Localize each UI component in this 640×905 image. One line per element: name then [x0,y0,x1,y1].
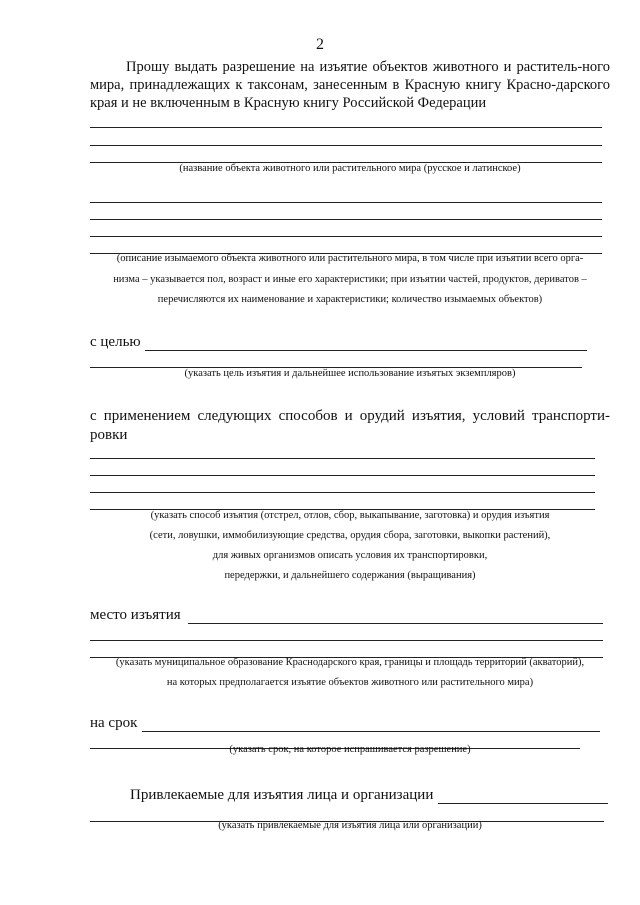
methods-text: с применением следующих способов и орудий изъятия, условий транспорти-ровки [90,408,610,443]
caption-methods-3: для живых организмов описать условия их транспортировки, [212,550,488,561]
caption-methods-1: (указать способ изъятия (отстрел, отлов, сбор, выкапывание, заготовка) и орудия изъятия [150,510,550,521]
place-line-1[interactable] [188,623,603,624]
caption-methods-4: передержки, и дальнейшего содержания (выращивания) [224,570,476,581]
caption-description-2: низма – указывается пол, возраст и иные его характеристики; при изъятии частей, продуктов, дериватов – [113,274,587,285]
label-persons: Привлекаемые для изъятия лица и организации [130,787,434,803]
purpose-line-1[interactable] [145,350,587,351]
page-number: 2 [316,36,324,53]
methods-line-2[interactable] [90,475,595,476]
caption-object-name: (название объекта животного или растительного мира (русское и латинское) [179,163,521,174]
caption-description-1: (описание изымаемого объекта животного или растительного мира, в том числе при изъятии всего орга- [116,253,584,264]
caption-persons: (указать привлекаемые для изъятия лица или организации) [218,820,482,831]
label-term: на срок [90,715,138,731]
term-line-1[interactable] [142,731,600,732]
methods-line-1[interactable] [90,458,595,459]
object-name-line-2[interactable] [90,145,602,146]
label-place: место изъятия [90,607,181,623]
object-name-line-1[interactable] [90,127,602,128]
methods-paragraph [90,407,610,445]
caption-term: (указать срок, на которое испрашивается разрешение) [229,744,471,755]
caption-purpose: (указать цель изъятия и дальнейшее использование изъятых экземпляров) [184,368,516,379]
methods-line-3[interactable] [90,492,595,493]
caption-place-2: на которых предполагается изъятие объектов животного или растительного мира) [166,677,534,688]
intro-paragraph [90,58,610,112]
caption-place-1: (указать муниципальное образование Краснодарского края, границы и площадь территорий (акваторий), [115,657,585,668]
description-line-1[interactable] [90,202,602,203]
place-line-2[interactable] [90,640,603,641]
persons-line-1[interactable] [438,803,608,804]
caption-methods-2: (сети, ловушки, иммобилизующие средства, орудия сбора, заготовки, выкопки растений), [149,530,551,541]
description-line-3[interactable] [90,236,602,237]
label-purpose: с целью [90,334,141,350]
description-line-2[interactable] [90,219,602,220]
intro-text: Прошу выдать разрешение на изъятие объектов животного и раститель-ного мира, принадлежащих к таксонам, занесенным в Красную книгу Красно-дарского края и не включенным в Красную книгу Российской Федерации [90,59,610,111]
caption-description-3: перечисляются их наименование и характеристики; количество изымаемых объектов) [157,294,543,305]
